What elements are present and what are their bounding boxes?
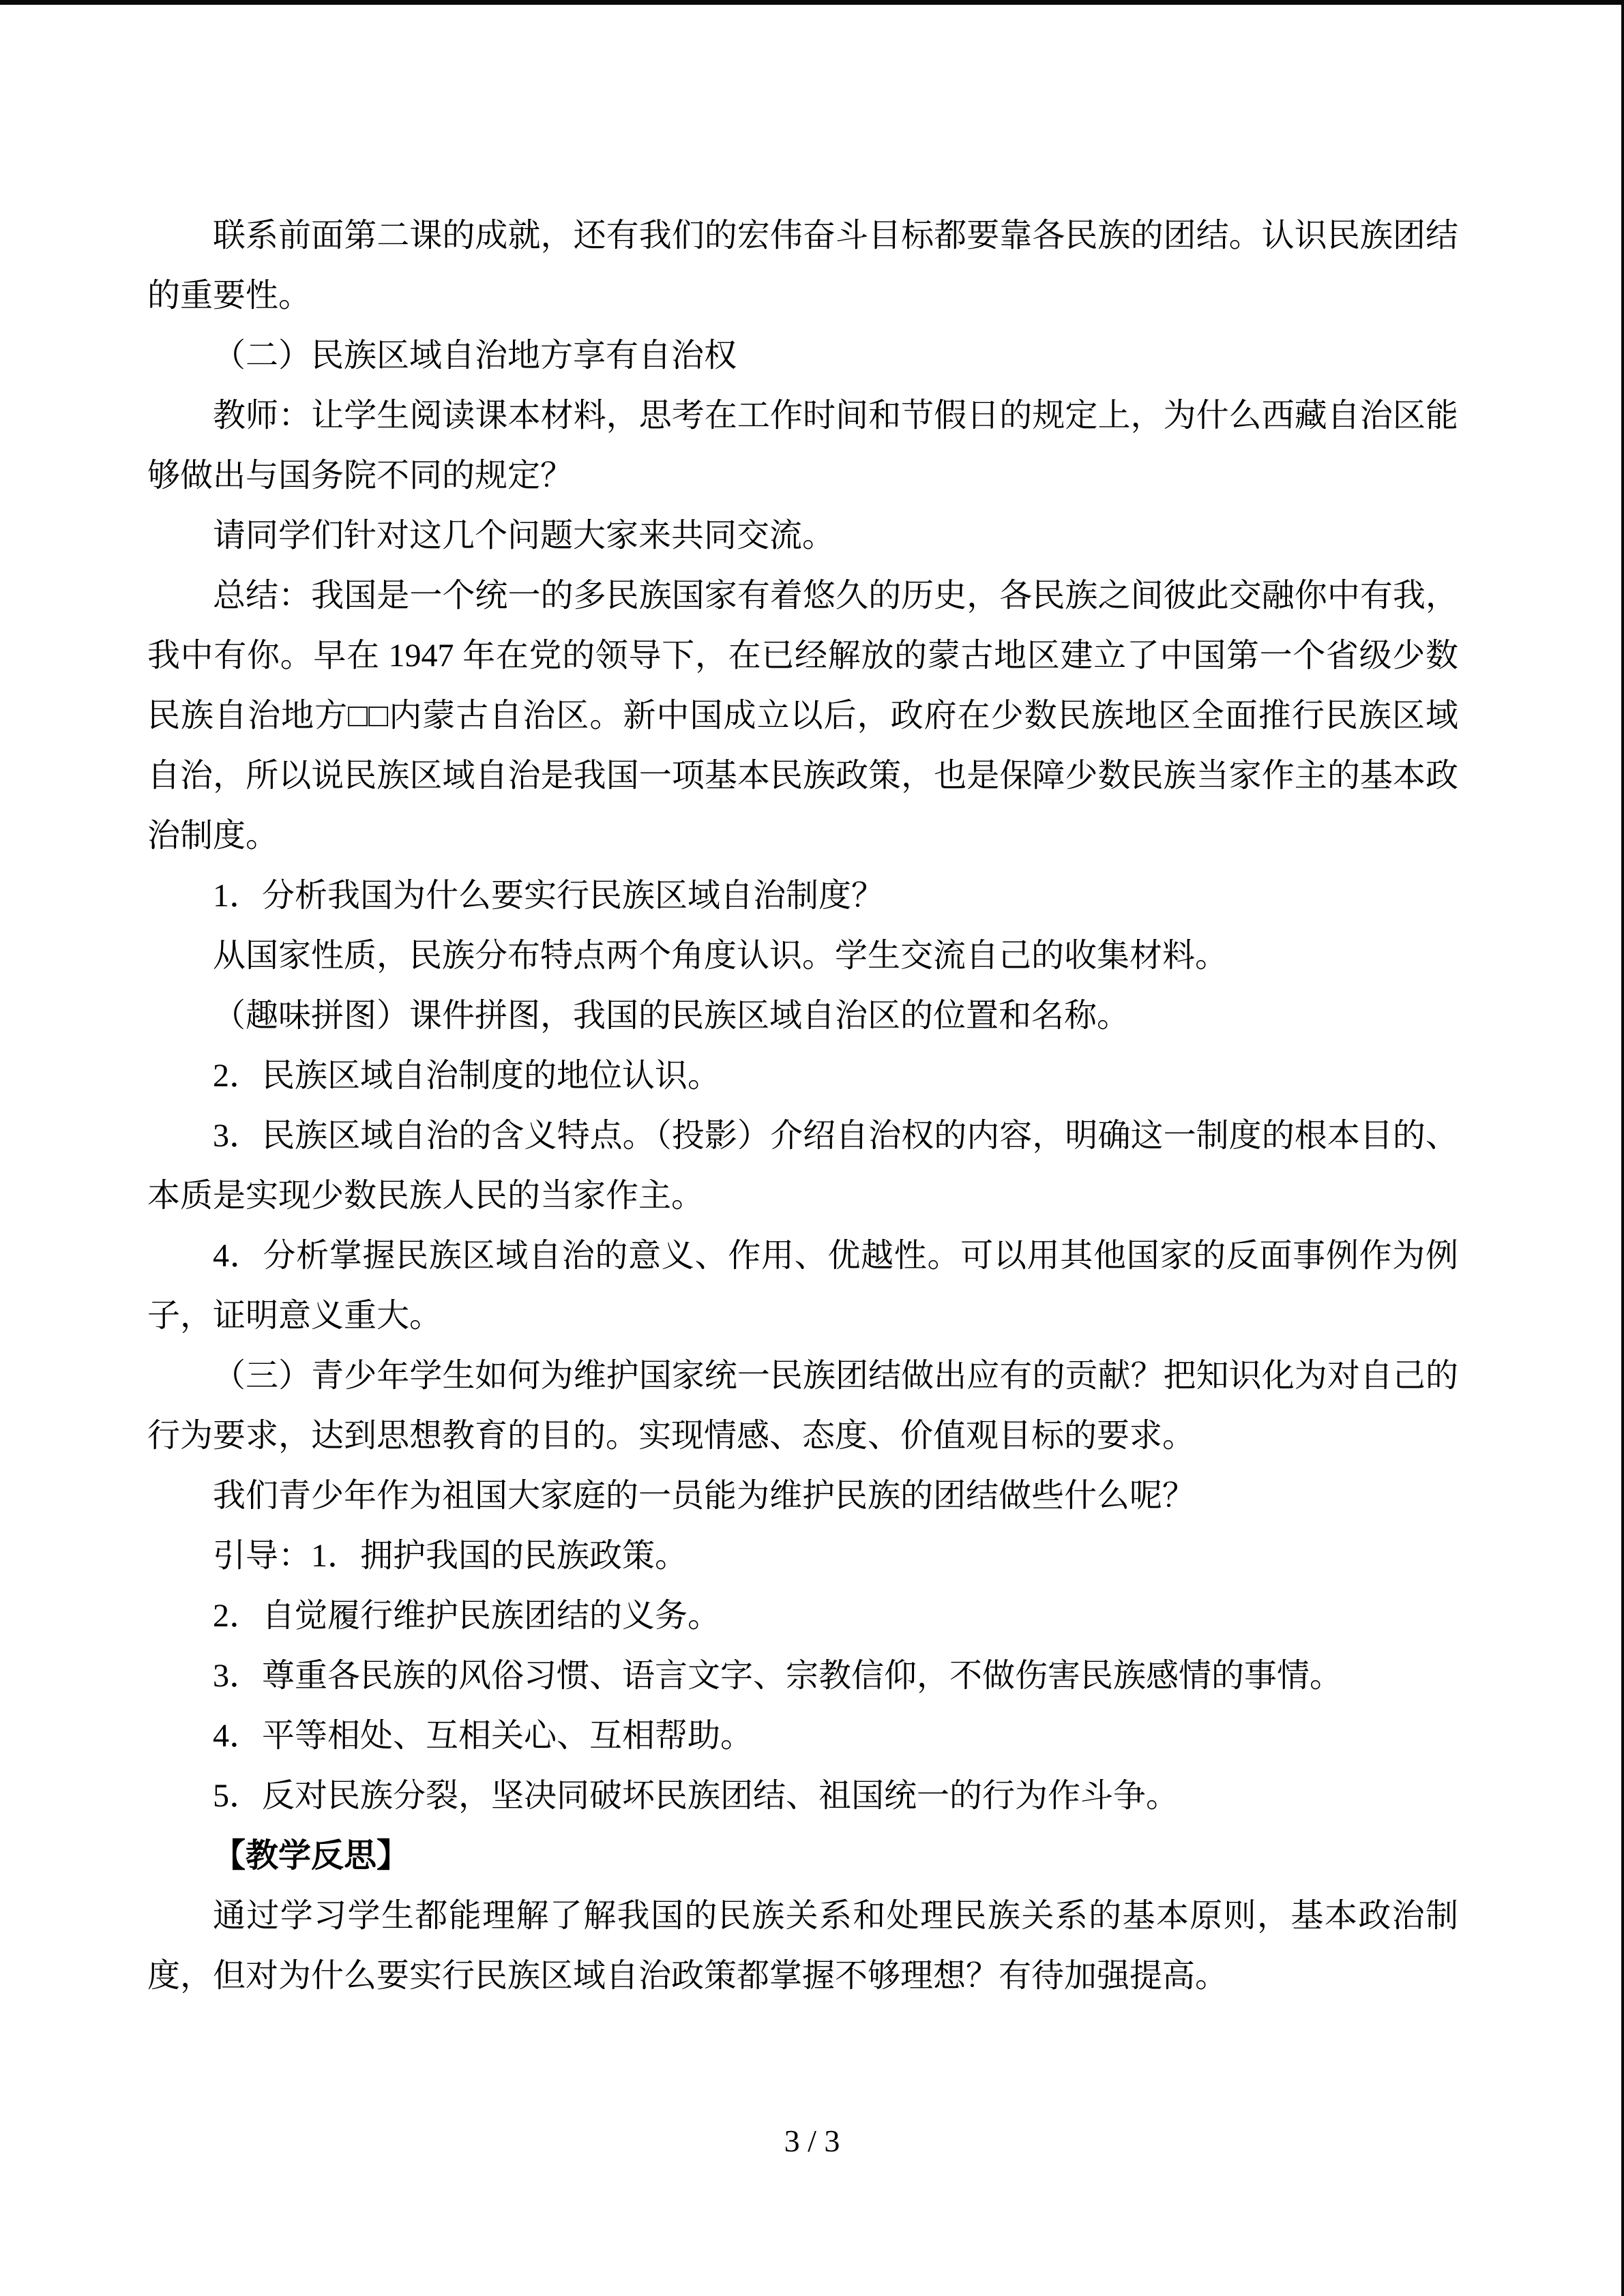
body-paragraph-section-2-heading: （二）民族区域自治地方享有自治权 (213, 338, 737, 374)
body-paragraph-list-item-2: 2．民族区域自治制度的地位认识。 (213, 1058, 721, 1094)
body-paragraph-guide-item-1: 引导：1．拥护我国的民族政策。 (213, 1538, 688, 1574)
body-paragraph: 请同学们针对这几个问题大家来共同交流。 (213, 518, 836, 554)
body-paragraph-list-item-1: 1．分析我国为什么要实行民族区域自治制度？ (213, 878, 885, 914)
reflection-paragraph: 通过学习学生都能理解了解我国的民族关系和处理民族关系的基本原则，基本政治制度，但对为什么要实行民族区域自治政策都掌握不够理想？有待加强提高。 (147, 1898, 1458, 1994)
page-right-border (1621, 0, 1624, 2296)
section-heading-teaching-reflection: 【教学反思】 (213, 1838, 410, 1874)
body-paragraph: 教师：让学生阅读课本材料，思考在工作时间和节假日的规定上，为什么西藏自治区能够做出与国务院不同的规定？ (147, 398, 1458, 494)
body-paragraph: 我们青少年作为祖国大家庭的一员能为维护民族的团结做些什么呢？ (213, 1478, 1196, 1514)
page-number: 3 / 3 (784, 2123, 840, 2158)
body-paragraph-section-3-heading: （三）青少年学生如何为维护国家统一民族团结做出应有的贡献？把知识化为对自己的行为要求，达到思想教育的目的。实现情感、态度、价值观目标的要求。 (147, 1358, 1458, 1454)
body-paragraph-guide-item-4: 4．平等相处、互相关心、互相帮助。 (213, 1718, 754, 1754)
document-body (147, 206, 1458, 2006)
body-paragraph: 总结：我国是一个统一的多民族国家有着悠久的历史，各民族之间彼此交融你中有我，我中有你。早在 1947 年在党的领导下，在已经解放的蒙古地区建立了中国第一个省级少数民族自治地方□□内蒙古自治区。新中国成立以后，政府在少数民族地区全面推行民族区域自治，所以说民族区域自治是我国一项基本民族政策，也是保障少数民族当家作主的基本政治制度。 (147, 578, 1458, 854)
body-paragraph-guide-item-5: 5．反对民族分裂，坚决同破坏民族团结、祖国统一的行为作斗争。 (213, 1778, 1179, 1814)
body-paragraph: （趣味拼图）课件拼图，我国的民族区域自治区的位置和名称。 (213, 998, 1130, 1034)
body-paragraph: 联系前面第二课的成就，还有我们的宏伟奋斗目标都要靠各民族的团结。认识民族团结的重要性。 (147, 218, 1458, 314)
body-paragraph-list-item-4: 4．分析掌握民族区域自治的意义、作用、优越性。可以用其他国家的反面事例作为例子，证明意义重大。 (147, 1238, 1458, 1334)
body-paragraph-list-item-3: 3．民族区域自治的含义特点。（投影）介绍自治权的内容，明确这一制度的根本目的、本质是实现少数民族人民的当家作主。 (147, 1118, 1458, 1214)
body-paragraph: 从国家性质，民族分布特点两个角度认识。学生交流自己的收集材料。 (213, 938, 1228, 974)
body-paragraph-guide-item-3: 3．尊重各民族的风俗习惯、语言文字、宗教信仰，不做伤害民族感情的事情。 (213, 1658, 1343, 1694)
body-paragraph-guide-item-2: 2．自觉履行维护民族团结的义务。 (213, 1598, 721, 1634)
page-top-border (0, 0, 1624, 5)
